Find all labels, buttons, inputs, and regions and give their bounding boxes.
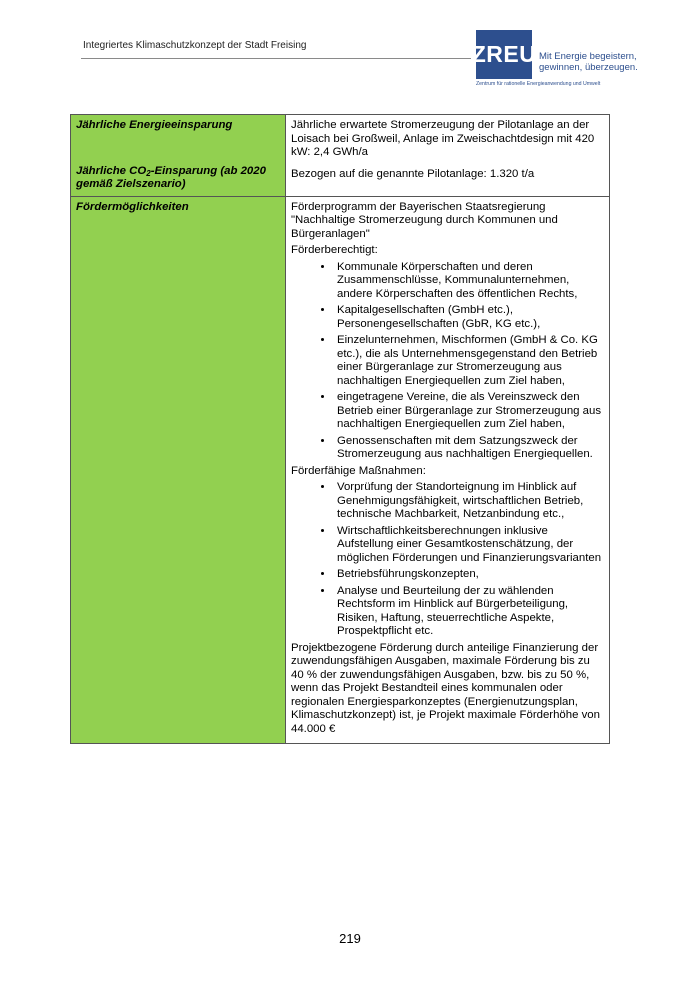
value-cell: [286, 115, 610, 197]
list-item: • Einzelunternehmen, Mischformen (GmbH & Co. KG etc.), die als Unternehmensgegenstand den Betrieb einer Bürgeranlage zur Stromerzeugung aus nachhaltigen Energiequellen zum Ziel haben,: [334, 334, 603, 388]
co2-savings-label: Jährliche $CO_2$-Einsparung (ab 2020 gemäß Zielszenario): [76, 164, 266, 190]
energy-savings-value: Jährliche erwartete Stromerzeugung der Pilotanlage an der Loisach bei Großweil, Anlage im Zweischachtdesign mit 420 kW: 2,4 GWh/a: [291, 119, 595, 158]
funding-intro: Förderprogramm der Bayerischen Staatsregierung "Nachhaltige Stromerzeugung durch Kommunen und Bürgeranlagen": [291, 200, 558, 240]
eligible-list: [291, 261, 603, 462]
logo-mark: ZREU: [476, 30, 532, 79]
table-row-funding: [71, 196, 610, 744]
co2-savings-value: Bezogen auf die genannte Pilotanlage: 1.320 t/a: [291, 167, 535, 180]
list-item: • Kapitalgesellschaften (GmbH etc.), Personengesellschaften (GbR, KG etc.),: [334, 304, 603, 331]
table-row-energy: [71, 115, 610, 197]
list-item: • Wirtschaftlichkeitsberechnungen inklusive Aufstellung einer Gesamtkostenschätzung, der möglichen Förderungen und Finanzierungsvarianten: [334, 525, 603, 566]
zreu-logo: [471, 30, 638, 90]
label-cell: [71, 115, 286, 197]
funding-label: Fördermöglichkeiten: [71, 196, 286, 744]
list-item: • Analyse und Beurteilung der zu wählenden Rechtsform im Hinblick auf Bürgerbeteiligung, Risiken, Haftung, steuerrechtliche Aspekte, Prospektpflicht etc.: [334, 585, 603, 639]
funding-closing: Projektbezogene Förderung durch anteilige Finanzierung der zuwendungsfähigen Ausgaben, maximale Förderung bis zu 40 % der zuwendungsfähigen Ausgaben, bzw. bis zu 50 %, wenn das Projekt Bestandteil eines kommunalen oder regionalen Energiesparkonzeptes (Energienutzungsplan, Klimaschutzkonzept) ist, je Projekt maximale Förderhöhe von 44.000 €: [291, 641, 600, 735]
header-divider: [81, 58, 471, 59]
energy-savings-label: Jährliche Energieeinsparung: [76, 119, 233, 131]
measure-table: [70, 114, 610, 744]
eligible-heading: Förderberechtigt:: [291, 244, 378, 256]
measures-list: [291, 481, 603, 639]
logo-slogan: Mit Energie begeistern, gewinnen, überzeugen.: [539, 51, 638, 73]
list-item: • Betriebsführungskonzepten,: [334, 568, 603, 582]
document-title: Integriertes Klimaschutzkonzept der Stadt Freising: [83, 40, 307, 51]
list-item: • Genossenschaften mit dem Satzungszweck der Stromerzeugung aus nachhaltigen Energiequellen.: [334, 435, 603, 462]
funding-value-cell: [286, 196, 610, 744]
list-item: • eingetragene Vereine, die als Vereinszweck den Betrieb einer Bürgeranlage zur Stromerzeugung aus nachhaltigen Energiequellen zum Ziel haben,: [334, 391, 603, 432]
list-item: • Vorprüfung der Standorteignung im Hinblick auf Genehmigungsfähigkeit, wirtschaftlichen Betrieb, technische Machbarkeit, Netzanbindung etc.,: [334, 481, 603, 522]
measures-heading: Förderfähige Maßnahmen:: [291, 464, 426, 477]
page-number: 219: [339, 931, 361, 946]
logo-subtitle: Zentrum für rationelle Energieanwendung und Umwelt: [476, 81, 601, 87]
list-item: • Kommunale Körperschaften und deren Zusammenschlüsse, Kommunalunternehmen, andere Körperschaften des öffentlichen Rechts,: [334, 261, 603, 302]
